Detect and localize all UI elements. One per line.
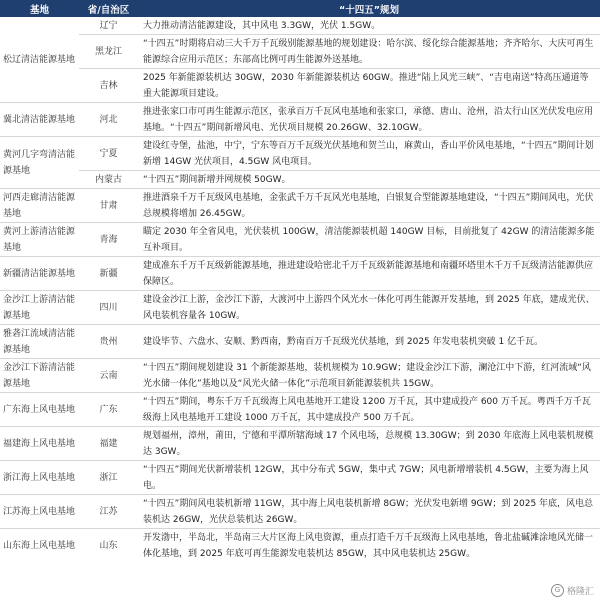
plan-text: 规划福州，漳州，莆田，宁德和平潭所辖海域 17 个风电场，总规模 13.30GW；到 2030 年底海上风电装机规模达 3GW。: [138, 427, 600, 461]
watermark-text: 格隆汇: [566, 587, 594, 597]
base-name: 雅砻江流域清洁能源基地: [0, 325, 79, 359]
table-header-row: [0, 0, 600, 17]
plan-text: 推进张家口市可再生能源示范区，张承百万千瓦风电基地和张家口，承德、唐山、沧州，沿太行山区光伏发电应用基地。“十四五”期间新增风电、光伏项目规模 20.26GW、32.10GW。: [138, 103, 600, 137]
table-row: [0, 291, 600, 325]
province-name: 广东: [79, 393, 138, 427]
province-name: 新疆: [79, 257, 138, 291]
base-name: 金沙江下游清洁能源基地: [0, 359, 79, 393]
province-name: 江苏: [79, 495, 138, 529]
table-row: [0, 223, 600, 257]
table-row: [0, 17, 600, 35]
base-name: 松辽清洁能源基地: [0, 17, 79, 103]
base-name: 浙江海上风电基地: [0, 461, 79, 495]
province-name: 四川: [79, 291, 138, 325]
province-name: 浙江: [79, 461, 138, 495]
province-name: 吉林: [79, 69, 138, 103]
base-name: 黄河几字弯清洁能源基地: [0, 137, 79, 189]
header-plan: “十四五”规划: [138, 0, 600, 17]
province-name: 黑龙江: [79, 35, 138, 69]
plan-text: 建设毕节、六盘水、安顺、黔西南，黔南百万千瓦级光伏基地，到 2025 年发电装机突破 1 亿千瓦。: [138, 325, 600, 359]
table-row: [0, 427, 600, 461]
table-row: [0, 393, 600, 427]
table-row: [0, 189, 600, 223]
plan-text: “十四五”期间，粤东千万千瓦级海上风电基地开工建设 1200 万千瓦，其中建成投产 600 万千瓦。粤西千万千瓦级海上风电基地开工建设 1000 万千瓦，其中建成投产 500 万千瓦。: [138, 393, 600, 427]
plan-text: 大力推动清洁能源建设，其中风电 3.3GW，光伏 1.5GW。: [138, 17, 600, 35]
plan-text: 建成准东千万千瓦级新能源基地，推进建设哈密北千万千瓦级新能源基地和南疆环塔里木千万千瓦级清洁能源供应保障区。: [138, 257, 600, 291]
base-name: 山东海上风电基地: [3, 540, 76, 551]
plan-text: 2025 年新能源装机达 30GW，2030 年新能源装机达 60GW。推进“陆上风光三峡”、“吉电南送”特高压通道等重大能源项目建设。: [138, 69, 600, 103]
table-row: [0, 461, 600, 495]
base-name: 冀北清洁能源基地: [0, 103, 79, 137]
header-province: 省/自治区: [79, 0, 138, 17]
province-name: 福建: [79, 427, 138, 461]
province-name: 宁夏: [79, 137, 138, 171]
plan-text: 开发渤中，半岛北，半岛南三大片区海上风电资源，重点打造千万千瓦级海上风电基地，鲁北盐碱滩涂地风光储一体化基地，到 2025 年底可再生能源发电装机达 85GW，其中风电装机达 25GW。: [143, 532, 594, 559]
plan-text: 瞄定 2030 年全省风电，光伏装机 100GW，清洁能源装机超 140GW 目标，目前批复了 42GW 的清洁能源多能互补项目。: [138, 223, 600, 257]
province-name: 山东: [99, 540, 118, 551]
header-base: 基地: [0, 0, 79, 17]
table-row: [0, 257, 600, 291]
table-row: [0, 529, 600, 563]
table-row: [0, 171, 600, 189]
base-name: 新疆清洁能源基地: [0, 257, 79, 291]
plan-text: “十四五”期间规划建设 31 个新能源基地，装机规模为 10.9GW；建设金沙江下游，澜沧江中下游，红河流域“风光水储一体化”基地以及“风光火储一体化”示范项目新能源装机共 15GW。: [138, 359, 600, 393]
province-name: 辽宁: [79, 17, 138, 35]
plan-text: 推进酒泉千万千瓦级风电基地，金张武千万千瓦风光电基地，白银复合型能源基地建设，“十四五”期间风电，光伏总规模将增加 26.45GW。: [138, 189, 600, 223]
watermark-logo-icon: G: [551, 584, 564, 597]
base-name: 黄河上游清洁能源基地: [0, 223, 79, 257]
table-row: [0, 69, 600, 103]
province-name: 贵州: [79, 325, 138, 359]
base-name: 广东海上风电基地: [0, 393, 79, 427]
table-row: [0, 325, 600, 359]
table-row: [0, 35, 600, 69]
province-name: 云南: [79, 359, 138, 393]
province-name: 河北: [79, 103, 138, 137]
table-row: [0, 495, 600, 529]
province-name: 内蒙古: [79, 171, 138, 189]
watermark: [551, 584, 594, 597]
plan-text: 建设红寺堡，盐池，中宁，宁东等百万千瓦级光伏基地和贺兰山，麻黄山，香山平价风电基地，“十四五”期间计划新增 14GW 光伏项目，4.5GW 风电项目。: [138, 137, 600, 171]
table-row: [0, 137, 600, 171]
province-name: 甘肃: [79, 189, 138, 223]
province-name: 青海: [79, 223, 138, 257]
base-name: 福建海上风电基地: [0, 427, 79, 461]
plan-text: “十四五”时期将启动三大千万千瓦级别能源基地的规划建设：哈尔滨、绥化综合能源基地；齐齐哈尔、大庆可再生能源综合应用示范区；东部高比例可再生能源外送基地。: [138, 35, 600, 69]
plan-text: “十四五”期间光伏新增装机 12GW，其中分布式 5GW，集中式 7GW；风电新增增装机 4.5GW，主要为海上风电。: [138, 461, 600, 495]
plan-text: “十四五”期间风电装机新增 11GW，其中海上风电装机新增 8GW；光伏发电新增 9GW；到 2025 年底，风电总装机达 26GW，光伏总装机达 26GW。: [138, 495, 600, 529]
base-name: 江苏海上风电基地: [0, 495, 79, 529]
plan-text: 建设金沙江上游，金沙江下游，大渡河中上游四个风光水一体化可再生能源开发基地，到 2025 年底，建成光伏、风电装机容量各 10GW。: [138, 291, 600, 325]
base-name: 金沙江上游清洁能源基地: [0, 291, 79, 325]
base-name: 河西走廊清洁能源基地: [0, 189, 79, 223]
plan-text: “十四五”期间新增并网规模 50GW。: [138, 171, 600, 189]
table-row: [0, 103, 600, 137]
table-row: [0, 359, 600, 393]
